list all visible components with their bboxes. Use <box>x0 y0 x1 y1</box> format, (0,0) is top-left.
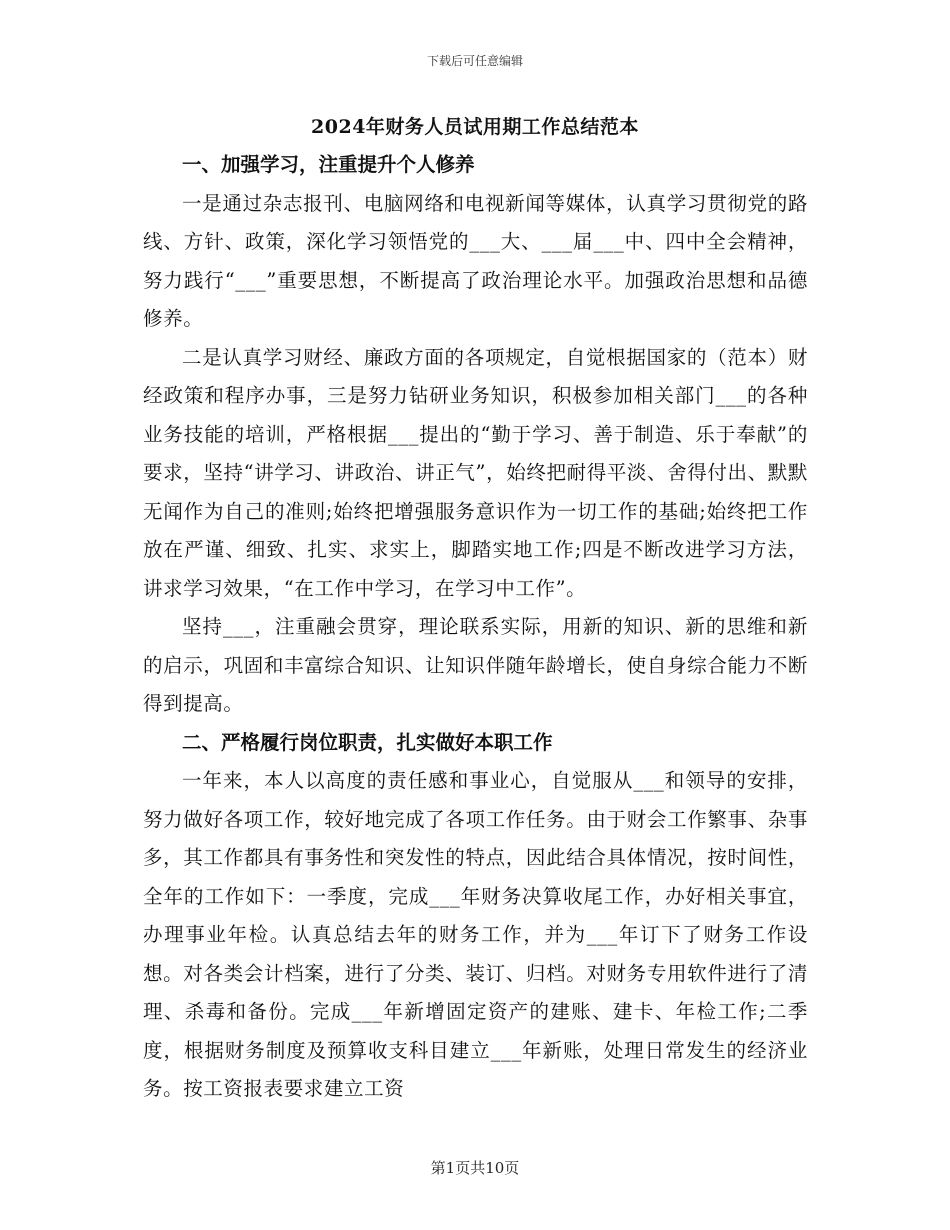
paragraph: 二是认真学习财经、廉政方面的各项规定，自觉根据国家的（范本）财经政策和程序办事，三是努力钻研业务知识，积极参加相关部门___的各种业务技能的培训，严格根据___提出的“勤于学习、善于制造、乐于奉献”的要求，坚持“讲学习、讲政治、讲正气”，始终把耐得平淡、舍得付出、默默无闻作为自己的准则;始终把增强服务意识作为一切工作的基础;始终把工作放在严谨、细致、扎实、求实上，脚踏实地工作;四是不断改进学习方法，讲求学习效果，“在工作中学习，在学习中工作”。 <box>143 345 808 600</box>
section-heading: 二、严格履行岗位职责，扎实做好本职工作 <box>182 730 553 754</box>
document-body <box>143 146 808 1109</box>
paragraph: 一是通过杂志报刊、电脑网络和电视新闻等媒体，认真学习贯彻党的路线、方针、政策，深化学习领悟党的___大、___届___中、四中全会精神，努力践行“___”重要思想，不断提高了政治理论水平。加强政治思想和品德修养。 <box>143 191 808 330</box>
section-1 <box>143 146 808 724</box>
page-number: 第1页共10页 <box>430 1159 520 1177</box>
document-title: 2024年财务人员试用期工作总结范本 <box>311 116 639 138</box>
section-heading: 一、加强学习，注重提升个人修养 <box>182 153 475 176</box>
page-header-note: 下载后可任意编辑 <box>426 54 523 68</box>
paragraph: 坚持___，注重融会贯穿，理论联系实际，用新的知识、新的思维和新的启示，巩固和丰富综合知识、让知识伴随年龄增长，使自身综合能力不断得到提高。 <box>143 615 808 715</box>
section-2 <box>143 724 808 1109</box>
paragraph: 一年来，本人以高度的责任感和事业心，自觉服从___和领导的安排，努力做好各项工作，较好地完成了各项工作任务。由于财会工作繁事、杂事多，其工作都具有事务性和突发性的特点，因此结合具体情况，按时间性，全年的工作如下：一季度，完成___年财务决算收尾工作，办好相关事宜，办理事业年检。认真总结去年的财务工作，并为___年订下了财务工作设想。对各类会计档案，进行了分类、装订、归档。对财务专用软件进行了清理、杀毒和备份。完成___年新增固定资产的建账、建卡、年检工作;二季度，根据财务制度及预算收支科目建立___年新账，处理日常发生的经济业务。按工资报表要求建立工资 <box>143 769 808 1100</box>
